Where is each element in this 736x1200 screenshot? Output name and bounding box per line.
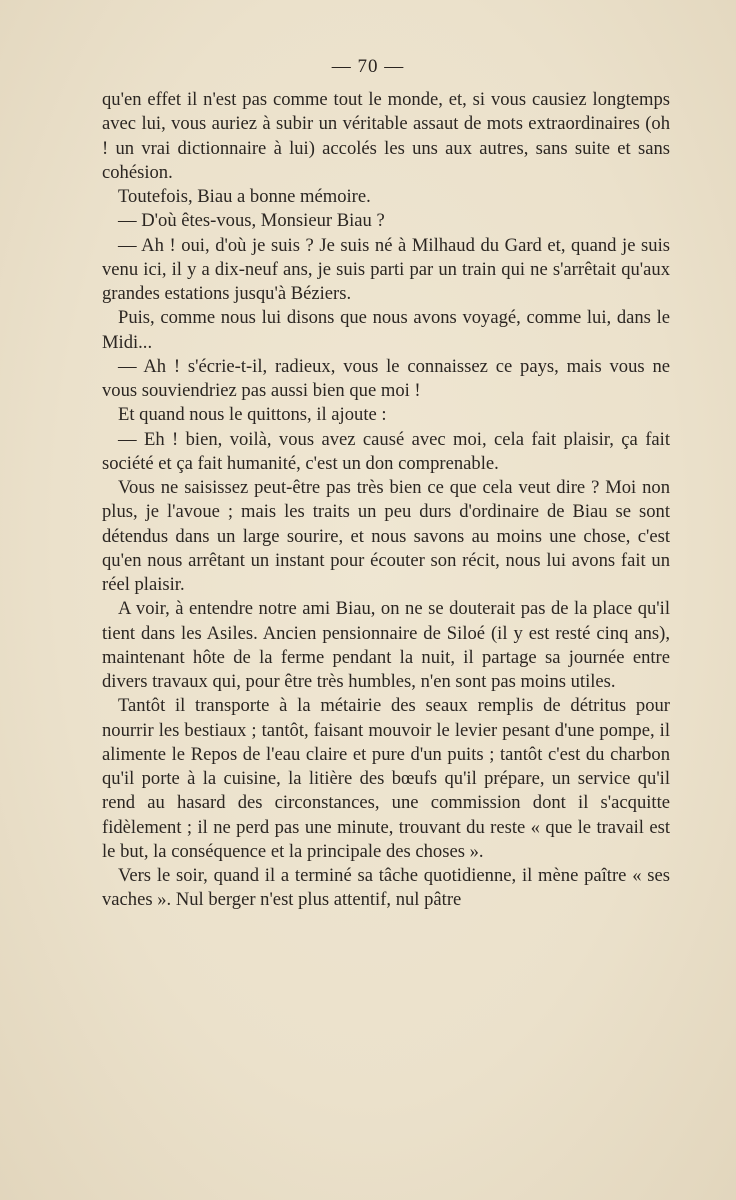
paragraph-7: Et quand nous le quittons, il ajoute : [118,404,387,426]
paragraph-6: — Ah ! s'écrie-t-il, radieux, vous le connaissez ce pays, mais vous ne vous souviendriez pas aussi bien que moi ! [102,355,670,401]
paragraph-11: Tantôt il transporte à la métairie des seaux remplis de détritus pour nourrir les bestiaux ; tantôt, faisant mouvoir le levier pesant d'une pompe, il alimente le Repos de l'eau claire et pure d'un puits ; tantôt c'est du charbon qu'il porte à la cuisine, la litière des bœufs qu'il prépare, un service qu'il rend au hasard des circonstances, une commission dont il s'acquitte fidèlement ; il ne perd pas une minute, trouvant du reste « que le travail est le but, la conséquence et la principale des choses ». [102,695,670,862]
paragraph-12: Vers le soir, quand il a terminé sa tâche quotidienne, il mène paître « ses vaches ». Nul berger n'est plus attentif, nul pâtre [102,865,670,911]
paragraph-4: — Ah ! oui, d'où je suis ? Je suis né à Milhaud du Gard et, quand je suis venu ici, il y a dix-neuf ans, je suis parti par un train qui ne s'arrêtait qu'aux grandes estations jusqu'à Béziers. [102,234,670,304]
paragraph-8: — Eh ! bien, voilà, vous avez causé avec moi, cela fait plaisir, ça fait société et ça fait humanité, c'est un don comprenable. [102,428,670,474]
page-body-text [102,88,670,913]
paragraph-10: A voir, à entendre notre ami Biau, on ne se douterait pas de la place qu'il tient dans les Asiles. Ancien pensionnaire de Siloé (il y est resté cinq ans), maintenant hôte de la ferme pendant la nuit, il partage sa journée entre divers travaux qui, pour être très humbles, n'en sont pas moins utiles. [102,598,670,692]
paragraph-5: Puis, comme nous lui disons que nous avons voyagé, comme lui, dans le Midi... [102,307,670,353]
paragraph-2: Toutefois, Biau a bonne mémoire. [118,186,371,207]
paragraph-9: Vous ne saisissez peut-être pas très bien ce que cela veut dire ? Moi non plus, je l'avoue ; mais les traits un peu durs d'ordinaire de Biau se sont détendus dans un large sourire, et nous savons au moins une chose, c'est qu'en nous arrêtant un instant pour écouter son récit, nous lui avons fait un réel plaisir. [102,477,670,595]
paragraph-3: — D'où êtes-vous, Monsieur Biau ? [118,210,385,232]
paragraph-1: qu'en effet il n'est pas comme tout le monde, et, si vous causiez longtemps avec lui, vous auriez à subir un véritable assaut de mots extraordinaires (oh ! un vrai dictionnaire à lui) accolés les uns aux autres, sans suite et sans cohésion. [102,89,670,183]
page-number: — 70 — [331,56,405,77]
